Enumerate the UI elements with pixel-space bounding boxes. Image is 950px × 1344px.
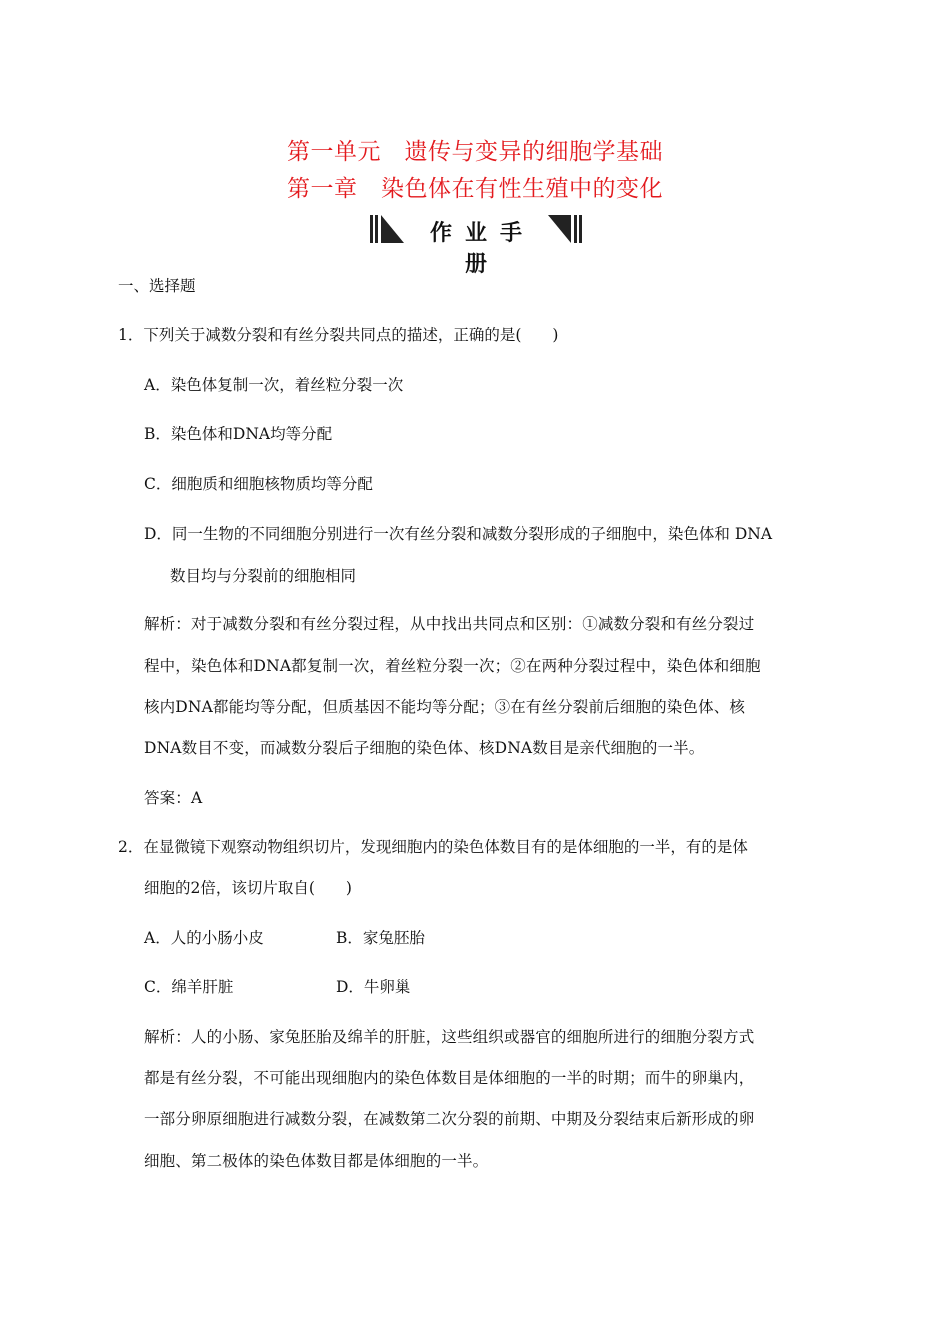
question-2-stem-line: 2．在显微镜下观察动物组织切片，发现细胞内的染色体数目有的是体细胞的一半，有的是体 — [118, 838, 748, 856]
question-2-option-a: A．人的小肠小皮 — [144, 929, 264, 947]
question-1-analysis-line: DNA数目不变，而减数分裂后子细胞的染色体、核DNA数目是亲代细胞的一半。 — [144, 739, 705, 757]
question-1-stem: 1．下列关于减数分裂和有丝分裂共同点的描述，正确的是( ) — [118, 326, 559, 344]
question-1-analysis-line: 解析：对于减数分裂和有丝分裂过程，从中找出共同点和区别：①减数分裂和有丝分裂过 — [144, 615, 755, 633]
question-1-option-c: C．细胞质和细胞核物质均等分配 — [144, 475, 373, 493]
banner-right-ornament-icon — [546, 212, 582, 246]
homework-banner — [370, 212, 582, 277]
question-2-stem-line: 细胞的2倍，该切片取自( ) — [144, 879, 352, 897]
question-2-analysis-line: 一部分卵原细胞进行减数分裂，在减数第二次分裂的前期、中期及分裂结束后新形成的卵 — [144, 1110, 755, 1128]
question-2-analysis-line: 都是有丝分裂，不可能出现细胞内的染色体数目是体细胞的一半的时期；而牛的卵巢内， — [144, 1069, 755, 1087]
question-1-option-d: D．同一生物的不同细胞分别进行一次有丝分裂和减数分裂形成的子细胞中，染色体和 DNA — [144, 525, 773, 543]
question-2-option-c: C．绵羊肝脏 — [144, 978, 234, 996]
question-2-analysis-line: 细胞、第二极体的染色体数目都是体细胞的一半。 — [144, 1152, 489, 1170]
unit-title: 第一单元 遗传与变异的细胞学基础 — [287, 139, 663, 165]
question-2-option-d: D．牛卵巢 — [336, 978, 411, 996]
question-1-option-b: B．染色体和DNA均等分配 — [144, 425, 333, 443]
question-1-analysis-line: 核内DNA都能均等分配，但质基因不能均等分配；③在有丝分裂前后细胞的染色体、核 — [144, 698, 746, 716]
question-1-option-d-continuation: 数目均与分裂前的细胞相同 — [170, 567, 357, 585]
question-2-analysis-line: 解析：人的小肠、家兔胚胎及绵羊的肝脏，这些组织或器官的细胞所进行的细胞分裂方式 — [144, 1028, 755, 1046]
banner-label: 作业手册 — [429, 221, 535, 277]
section-heading: 一、选择题 — [118, 277, 196, 295]
banner-left-ornament-icon — [370, 212, 406, 246]
question-1-option-a: A．染色体复制一次，着丝粒分裂一次 — [144, 376, 404, 394]
chapter-title: 第一章 染色体在有性生殖中的变化 — [287, 176, 663, 202]
question-1-answer: 答案：A — [144, 789, 203, 807]
question-2-option-b: B．家兔胚胎 — [336, 929, 425, 947]
question-1-analysis-line: 程中，染色体和DNA都复制一次，着丝粒分裂一次；②在两种分裂过程中，染色体和细胞 — [144, 657, 761, 675]
